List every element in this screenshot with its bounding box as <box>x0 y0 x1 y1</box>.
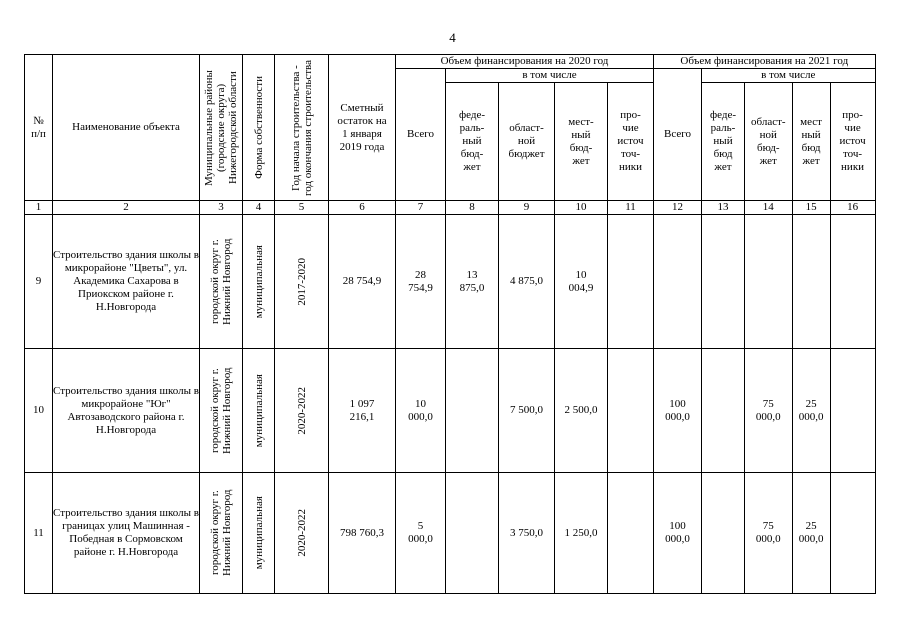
column-numbers-row <box>25 201 876 215</box>
header-regional-2021: област-ной бюд-жет <box>745 83 793 201</box>
total-2021-cell: 100 000,0 <box>654 349 702 473</box>
column-number: 15 <box>792 201 830 215</box>
local-2020-cell: 1 250,0 <box>555 473 608 594</box>
regional-2021-cell: 75 000,0 <box>745 349 793 473</box>
local-2020-cell: 2 500,0 <box>555 349 608 473</box>
header-local-2020: мест-ный бюд-жет <box>555 83 608 201</box>
years-cell: 2020-2022 <box>275 473 329 594</box>
remainder-cell: 28 754,9 <box>329 215 396 349</box>
header-financing-2020: Объем финансирования на 2020 год <box>396 55 654 69</box>
local-2021-cell: 25 000,0 <box>792 349 830 473</box>
other-2020-cell <box>608 473 654 594</box>
column-number: 4 <box>243 201 275 215</box>
header-local-2021: мест ный бюд жет <box>792 83 830 201</box>
column-number: 7 <box>396 201 446 215</box>
table-row <box>25 473 876 594</box>
column-number: 3 <box>200 201 243 215</box>
total-2021-cell <box>654 215 702 349</box>
header-federal-2020: феде-раль-ный бюд-жет <box>446 83 499 201</box>
regional-2021-cell <box>745 215 793 349</box>
ownership-cell: муниципальная <box>243 473 275 594</box>
other-2021-cell <box>830 349 875 473</box>
regional-2020-cell: 7 500,0 <box>499 349 555 473</box>
header-years: Год начала строительства - год окончания строительства <box>275 55 329 201</box>
object-name: Строительство здания школы в микрорайоне "Юг" Автозаводского района г. Н.Новгорода <box>53 349 200 473</box>
local-2021-cell: 25 000,0 <box>792 473 830 594</box>
federal-2020-cell <box>446 349 499 473</box>
federal-2021-cell <box>702 349 745 473</box>
header-federal-2021: феде-раль-ный бюд жет <box>702 83 745 201</box>
total-2020-cell: 5 000,0 <box>396 473 446 594</box>
district-cell: городской округ г. Нижний Новгород <box>200 349 243 473</box>
row-number: 9 <box>25 215 53 349</box>
column-number: 14 <box>745 201 793 215</box>
header-including-2021: в том числе <box>702 69 876 83</box>
federal-2021-cell <box>702 215 745 349</box>
remainder-cell: 798 760,3 <box>329 473 396 594</box>
local-2020-cell: 10 004,9 <box>555 215 608 349</box>
column-number: 8 <box>446 201 499 215</box>
header-other-2020: про-чие источ точ-ники <box>608 83 654 201</box>
regional-2020-cell: 4 875,0 <box>499 215 555 349</box>
total-2021-cell: 100 000,0 <box>654 473 702 594</box>
header-regional-2020: област-ной бюджет <box>499 83 555 201</box>
district-cell: городской округ г. Нижний Новгород <box>200 215 243 349</box>
header-num: № п/п <box>25 55 53 201</box>
column-number: 9 <box>499 201 555 215</box>
row-number: 11 <box>25 473 53 594</box>
ownership-cell: муниципальная <box>243 349 275 473</box>
total-2020-cell: 10 000,0 <box>396 349 446 473</box>
table-row <box>25 215 876 349</box>
column-number: 1 <box>25 201 53 215</box>
header-including-2020: в том числе <box>446 69 654 83</box>
column-number: 2 <box>53 201 200 215</box>
other-2021-cell <box>830 473 875 594</box>
district-cell: городской округ г. Нижний Новгород <box>200 473 243 594</box>
years-cell: 2017-2020 <box>275 215 329 349</box>
other-2020-cell <box>608 349 654 473</box>
column-number: 6 <box>329 201 396 215</box>
financing-table <box>24 54 876 594</box>
column-number: 5 <box>275 201 329 215</box>
column-number: 13 <box>702 201 745 215</box>
years-cell: 2020-2022 <box>275 349 329 473</box>
federal-2021-cell <box>702 473 745 594</box>
column-number: 11 <box>608 201 654 215</box>
header-district: Муниципальные районы (городские округа) Нижегородской области <box>200 55 243 201</box>
header-name: Наименование объекта <box>53 55 200 201</box>
other-2020-cell <box>608 215 654 349</box>
table-row <box>25 349 876 473</box>
column-number: 12 <box>654 201 702 215</box>
header-financing-2021: Объем финансирования на 2021 год <box>654 55 876 69</box>
header-other-2021: про-чие источ точ-ники <box>830 83 875 201</box>
other-2021-cell <box>830 215 875 349</box>
federal-2020-cell <box>446 473 499 594</box>
header-total-2020: Всего <box>396 69 446 201</box>
object-name: Строительство здания школы в микрорайоне "Цветы", ул. Академика Сахарова в Приокском районе г. Н.Новгорода <box>53 215 200 349</box>
regional-2021-cell: 75 000,0 <box>745 473 793 594</box>
regional-2020-cell: 3 750,0 <box>499 473 555 594</box>
total-2020-cell: 28 754,9 <box>396 215 446 349</box>
page-number: 4 <box>449 30 456 45</box>
row-number: 10 <box>25 349 53 473</box>
ownership-cell: муниципальная <box>243 215 275 349</box>
header-ownership: Форма собственности <box>243 55 275 201</box>
header-total-2021: Всего <box>654 69 702 201</box>
federal-2020-cell: 13 875,0 <box>446 215 499 349</box>
column-number: 16 <box>830 201 875 215</box>
header-remainder: Сметный остаток на 1 января 2019 года <box>329 55 396 201</box>
object-name: Строительство здания школы в границах улиц Машинная - Победная в Сормовском районе г. Н.Новгорода <box>53 473 200 594</box>
local-2021-cell <box>792 215 830 349</box>
remainder-cell: 1 097 216,1 <box>329 349 396 473</box>
column-number: 10 <box>555 201 608 215</box>
